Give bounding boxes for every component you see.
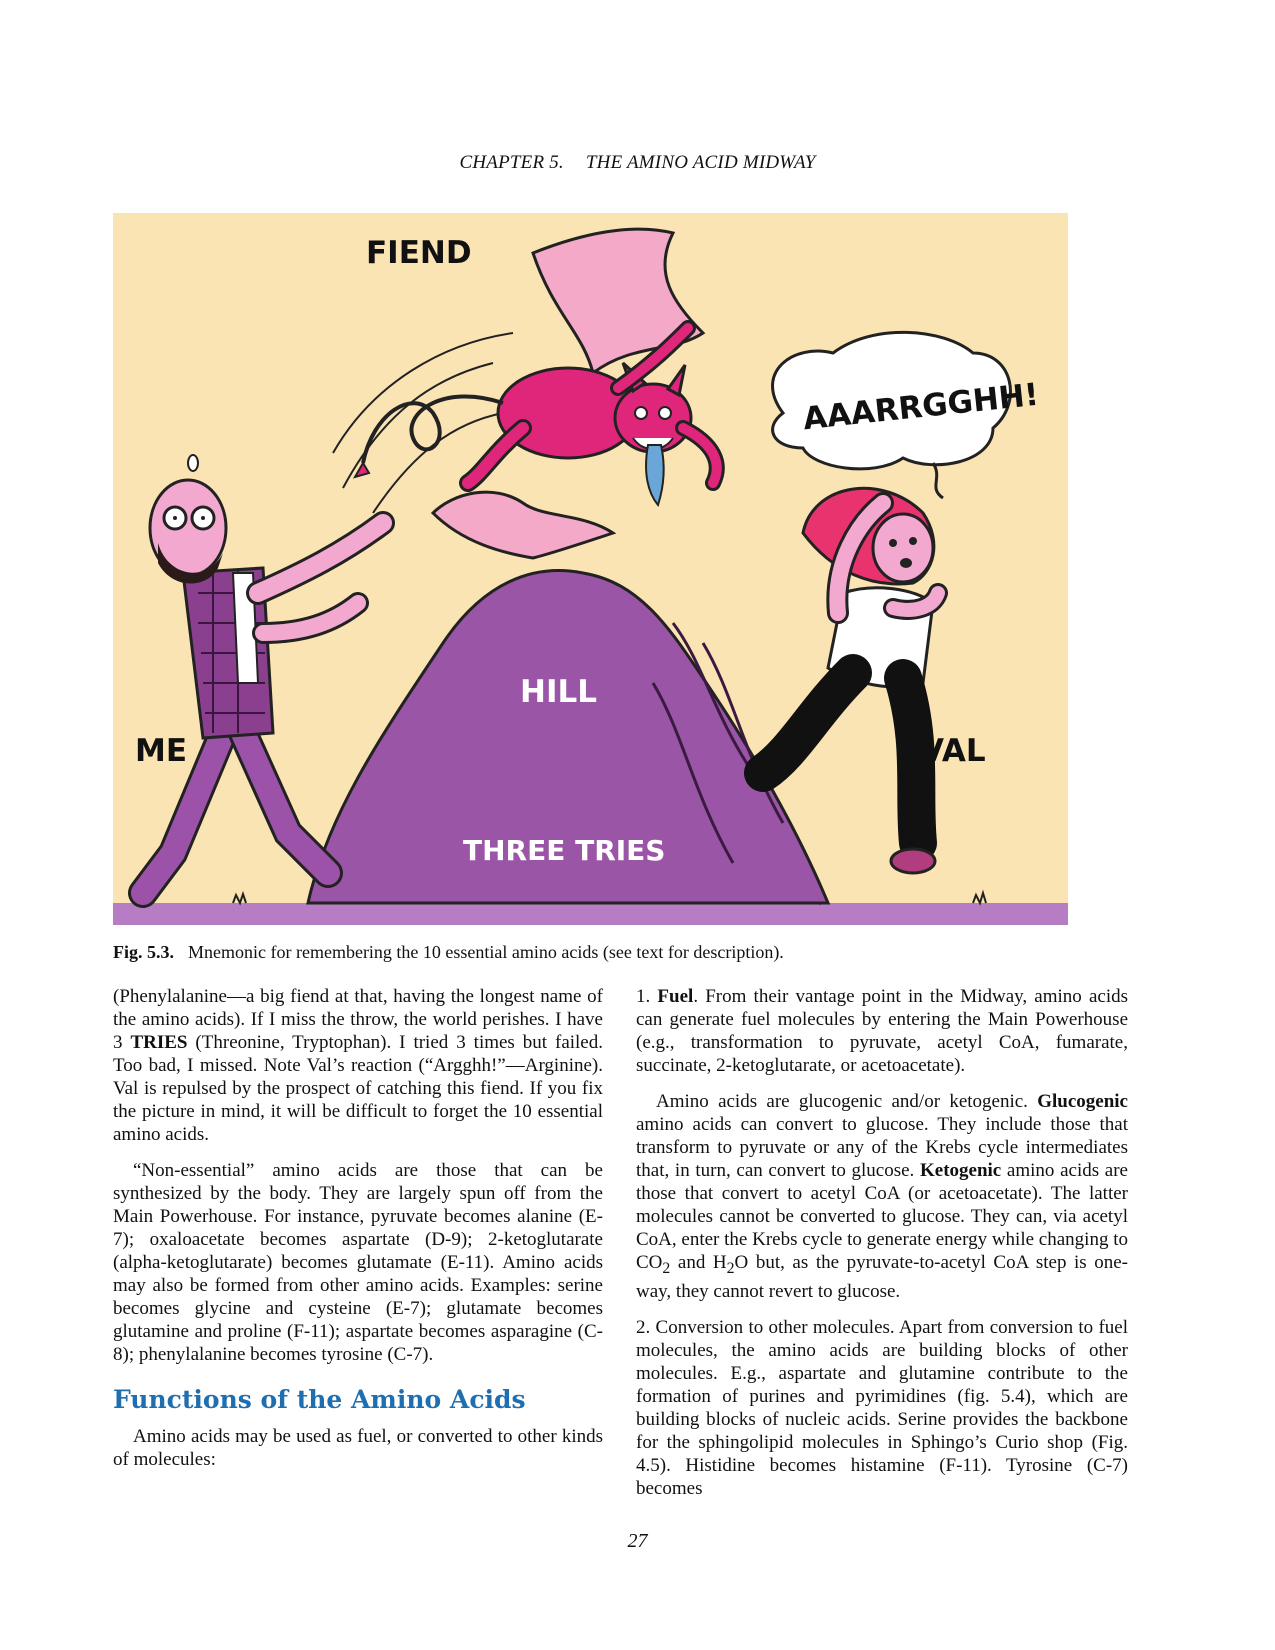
header-title: THE AMINO ACID MIDWAY <box>585 152 816 173</box>
left-column <box>113 985 603 1484</box>
right-column <box>636 985 1128 1513</box>
label-hill: HILL <box>520 674 597 710</box>
header-chapter: CHAPTER 5. <box>459 152 564 173</box>
paragraph: “Non-essential” amino acids are those that can be synthesized by the body. They are largely spun off from the Main Powerhouse. For instance, pyruvate becomes alanine (E-7); oxaloacetate becomes aspartate (D-9); 2-ketoglutarate (alpha-ketoglutarate) becomes glutamate (E-11). Amino acids may also be formed from other amino acids. Examples: serine becomes glycine and cysteine (E-7); glutamate becomes glutamine and proline (F-11); aspartate becomes asparagine (C-8); phenylalanine becomes tyrosine (C-7). <box>113 1160 603 1365</box>
paragraph: 1. Fuel. From their vantage point in the Midway, amino acids can generate fuel molecules by entering the Main Powerhouse (e.g., transformation to pyruvate, acetyl CoA, fumarate, succinate, 2-ketoglutarate, or acetoacetate). <box>636 986 1129 1076</box>
figure-illustration <box>113 213 1068 925</box>
label-me: ME <box>135 733 188 769</box>
ground <box>113 903 1068 925</box>
paragraph: Amino acids may be used as fuel, or converted to other kinds of molecules: <box>113 1426 603 1470</box>
label-fiend: FIEND <box>366 235 472 271</box>
paragraph: Amino acids are glucogenic and/or ketogenic. Glucogenic amino acids can convert to glucose. They include those that transform to pyruvate or any of the Krebs cycle intermediates that, in turn, can convert to glucose. Ketogenic amino acids are those that convert to acetyl CoA (or acetoacetate). The latter molecules cannot be converted to glucose. They can, via acetyl CoA, enter the Krebs cycle to generate energy while changing to $CO_2$ and $H_2O$ but, as the pyruvate-to-acetyl CoA step is one-way, they cannot revert to glucose. <box>636 1091 1129 1302</box>
caption-text: Mnemonic for remembering the 10 essential amino acids (see text for description). <box>188 942 784 962</box>
page-number: 27 <box>627 1530 648 1552</box>
speech-text: AAARRGGHH! <box>801 376 1041 438</box>
paragraph: 2. Conversion to other molecules. Apart from conversion to fuel molecules, the amino acids are building blocks of other molecules. E.g., aspartate and glutamine contribute to the formation of purines and pyrimidines (fig. 5.4), which are building blocks of nucleic acids. Serine provides the backbone for the sphingolipid molecules in Sphingo’s Curio shop (Fig. 4.5). Histidine becomes histamine (F-11). Tyrosine (C-7) becomes <box>636 1316 1128 1499</box>
figure-number: Fig. 5.3. <box>113 942 174 962</box>
label-three-tries: THREE TRIES <box>463 834 666 867</box>
running-header <box>0 152 1275 174</box>
section-heading: Functions of the Amino Acids <box>113 1385 526 1414</box>
figure-caption <box>113 942 1073 963</box>
label-val: VAL <box>920 733 986 769</box>
paragraph: (Phenylalanine—a big fiend at that, having the longest name of the amino acids). If I miss the throw, the world perishes. I have 3 TRIES (Threonine, Tryptophan). I tried 3 times but failed. Too bad, I missed. Note Val’s reaction (“Argghh!”—Arginine). Val is repulsed by the prospect of catching this fiend. If you fix the picture in mind, it will be difficult to forget the 10 essential amino acids. <box>113 986 603 1145</box>
